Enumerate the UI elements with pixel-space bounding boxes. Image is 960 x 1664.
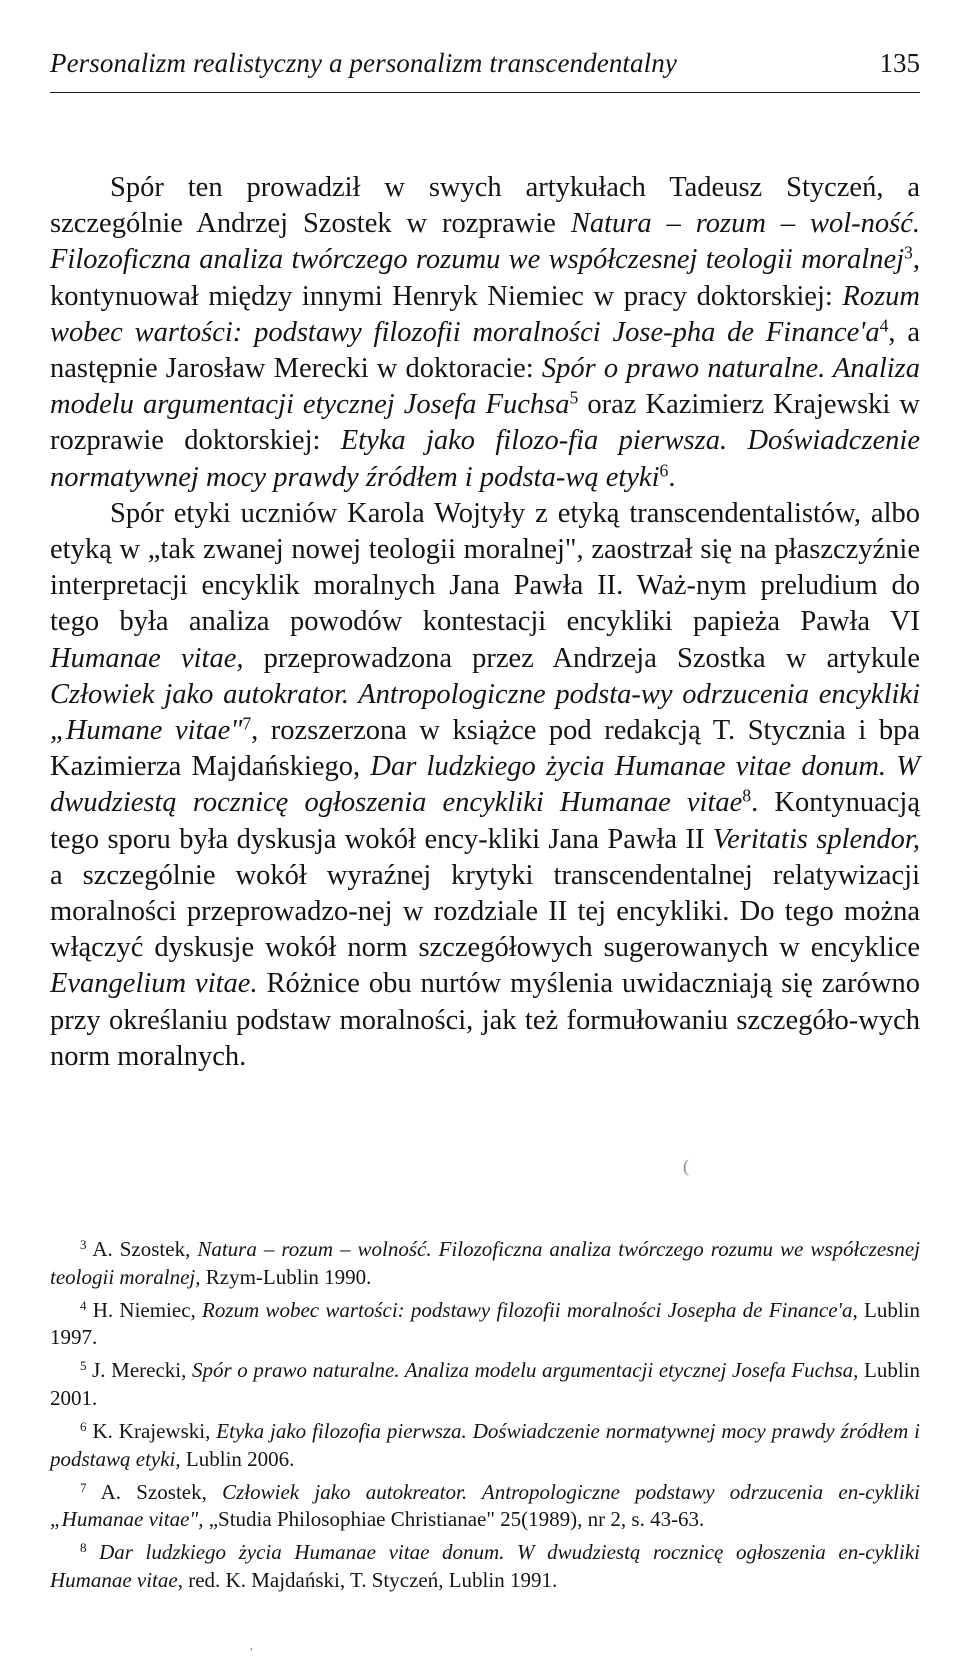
italic-title: Rozum wobec wartości: podstawy filozofii moralności Josepha de Finance'a,: [202, 1297, 858, 1322]
footnote: [50, 1539, 920, 1594]
text-run: , kontynuował między innymi Henryk Niemiec w pracy doktorskiej:: [50, 244, 920, 312]
text-run: Lublin 2006.: [180, 1446, 295, 1471]
footnote: [50, 1236, 920, 1291]
footnote: [50, 1418, 920, 1473]
text-run: Rzym-Lublin 1990.: [200, 1264, 372, 1289]
footnote-ref: 4: [879, 315, 889, 336]
footnote: [50, 1297, 920, 1352]
main-text: [50, 170, 920, 1075]
footnote-number: 7: [80, 1479, 87, 1495]
text-run: Lublin 2001.: [50, 1358, 920, 1410]
text-run: .: [668, 461, 676, 493]
text-run: Spór etyki uczniów Karola Wojtyły z etyką transcendentalistów, albo etyką w „tak zwanej nowej teologii moralnej", zaostrzał się na płaszczyźnie interpretacji encyklik moralnych Jana Pawła II. Waż-nym preludium do tego była analiza powodów kontestacji encykliki papieża Pawła VI: [50, 497, 920, 638]
italic-title: Dar ludzkiego życia Humanae vitae donum. W dwudziestą rocznicę ogłoszenia encykliki Humanae vitae: [50, 751, 921, 819]
italic-title: Humanae vitae,: [50, 642, 244, 674]
page-number: 135: [879, 48, 920, 78]
footnote-number: 6: [80, 1418, 87, 1434]
footnote-number: 5: [80, 1358, 87, 1374]
italic-title: Natura – rozum – wol-ność. Filozoficzna analiza twórczego rozumu we współczesnej teologii moralnej: [50, 208, 920, 276]
scan-speck: ,: [250, 1638, 253, 1652]
footnote-ref: 6: [659, 459, 669, 480]
scan-speck: (: [683, 1156, 689, 1176]
italic-title: Spór o prawo naturalne. Analiza modelu argumentacji etycznej Josefa Fuchsa: [50, 353, 921, 421]
footnotes: [50, 1236, 920, 1600]
text-run: A. Szostek,: [86, 1237, 198, 1261]
italic-title: Evangelium vitae.: [50, 968, 258, 1000]
footnote-ref: 8: [742, 785, 752, 806]
text-run: H. Niemiec,: [86, 1297, 203, 1322]
footnote-ref: 5: [569, 387, 579, 408]
italic-title: Veritatis splendor,: [712, 823, 920, 855]
text-run: J. Merecki,: [86, 1358, 192, 1383]
text-run: „Studia Philosophiae Christianae" 25(1989), nr 2, s. 43-63.: [203, 1507, 705, 1532]
text-run: K. Krajewski,: [86, 1419, 217, 1444]
footnote-ref: 7: [242, 713, 252, 734]
text-run: Różnice obu nurtów myślenia uwidaczniają się zarówno przy określaniu podstaw moralności, jak też formułowaniu szczegóło-wych norm moralnych.: [50, 968, 920, 1072]
italic-title: Etyka jako filozofia pierwsza. Doświadczenie normatywnej mocy prawdy źródłem i podstawą etyki,: [50, 1419, 920, 1471]
text-run: red. K. Majdański, T. Styczeń, Lublin 1991.: [182, 1568, 558, 1593]
text-run: A. Szostek,: [86, 1479, 223, 1504]
italic-title: Spór o prawo naturalne. Analiza modelu argumentacji etycznej Josefa Fuchsa,: [191, 1358, 859, 1383]
footnote: [50, 1479, 920, 1534]
footnote-ref: 3: [904, 242, 913, 263]
text-run: Spór ten prowadził w swych artykułach Tadeusz Styczeń, a szczególnie Andrzej Szostek w rozprawie: [50, 172, 920, 240]
footnote: [50, 1357, 920, 1412]
text-run: . Kontynuacją tego sporu była dyskusja wokół ency-kliki Jana Pawła II: [50, 787, 920, 855]
italic-title: Rozum wobec wartości: podstawy filozofii moralności Jose-pha de Finance'a: [50, 280, 920, 348]
italic-title: Etyka jako filozo-fia pierwsza. Doświadczenie normatywnej mocy prawdy źródłem i podsta-wą etyki: [50, 425, 921, 493]
text-run: Lublin 1997.: [50, 1297, 921, 1350]
footnote-number: 3: [80, 1236, 87, 1252]
paragraph-1: [50, 170, 920, 496]
italic-title: Dar ludzkiego życia Humanae vitae donum. W dwudziestą rocznicę ogłoszenia en-cykliki Humanae vitae,: [50, 1540, 920, 1593]
text-run: przeprowadzona przez Andrzeja Szostka w artykule: [243, 642, 920, 674]
footnote-number: 8: [80, 1540, 87, 1556]
running-title: Personalizm realistyczny a personalizm transcendentalny: [50, 48, 677, 78]
italic-title: Natura – rozum – wolność. Filozoficzna analiza twórczego rozumu we współczesnej teologii moralnej,: [50, 1237, 920, 1289]
text-run: , rozszerzona w książce pod redakcją T. Stycznia i bpa Kazimierza Majdańskiego,: [50, 715, 920, 783]
paragraph-2: [50, 496, 920, 1075]
italic-title: Człowiek jako autokreator. Antropologiczne podstawy odrzucenia en-cykliki „Humanae vitae",: [50, 1479, 920, 1532]
text-run: [87, 1540, 100, 1564]
text-run: , a następnie Jarosław Merecki w doktoracie:: [50, 316, 920, 385]
text-run: oraz Kazimierz Krajewski w rozprawie doktorskiej:: [50, 389, 920, 457]
italic-title: Człowiek jako autokrator. Antropologiczne podsta-wy odrzucenia encykliki „Humane vitae": [50, 678, 920, 747]
running-header: [50, 40, 920, 93]
text-run: a szczególnie wokół wyraźnej krytyki transcendentalnej relatywizacji moralności przeprowadzo-nej w rozdziale II tej encykliki. Do tego można włączyć dyskusje wokół norm szczegółowych sugerowanych w encyklice: [50, 859, 920, 964]
footnote-number: 4: [80, 1297, 87, 1313]
